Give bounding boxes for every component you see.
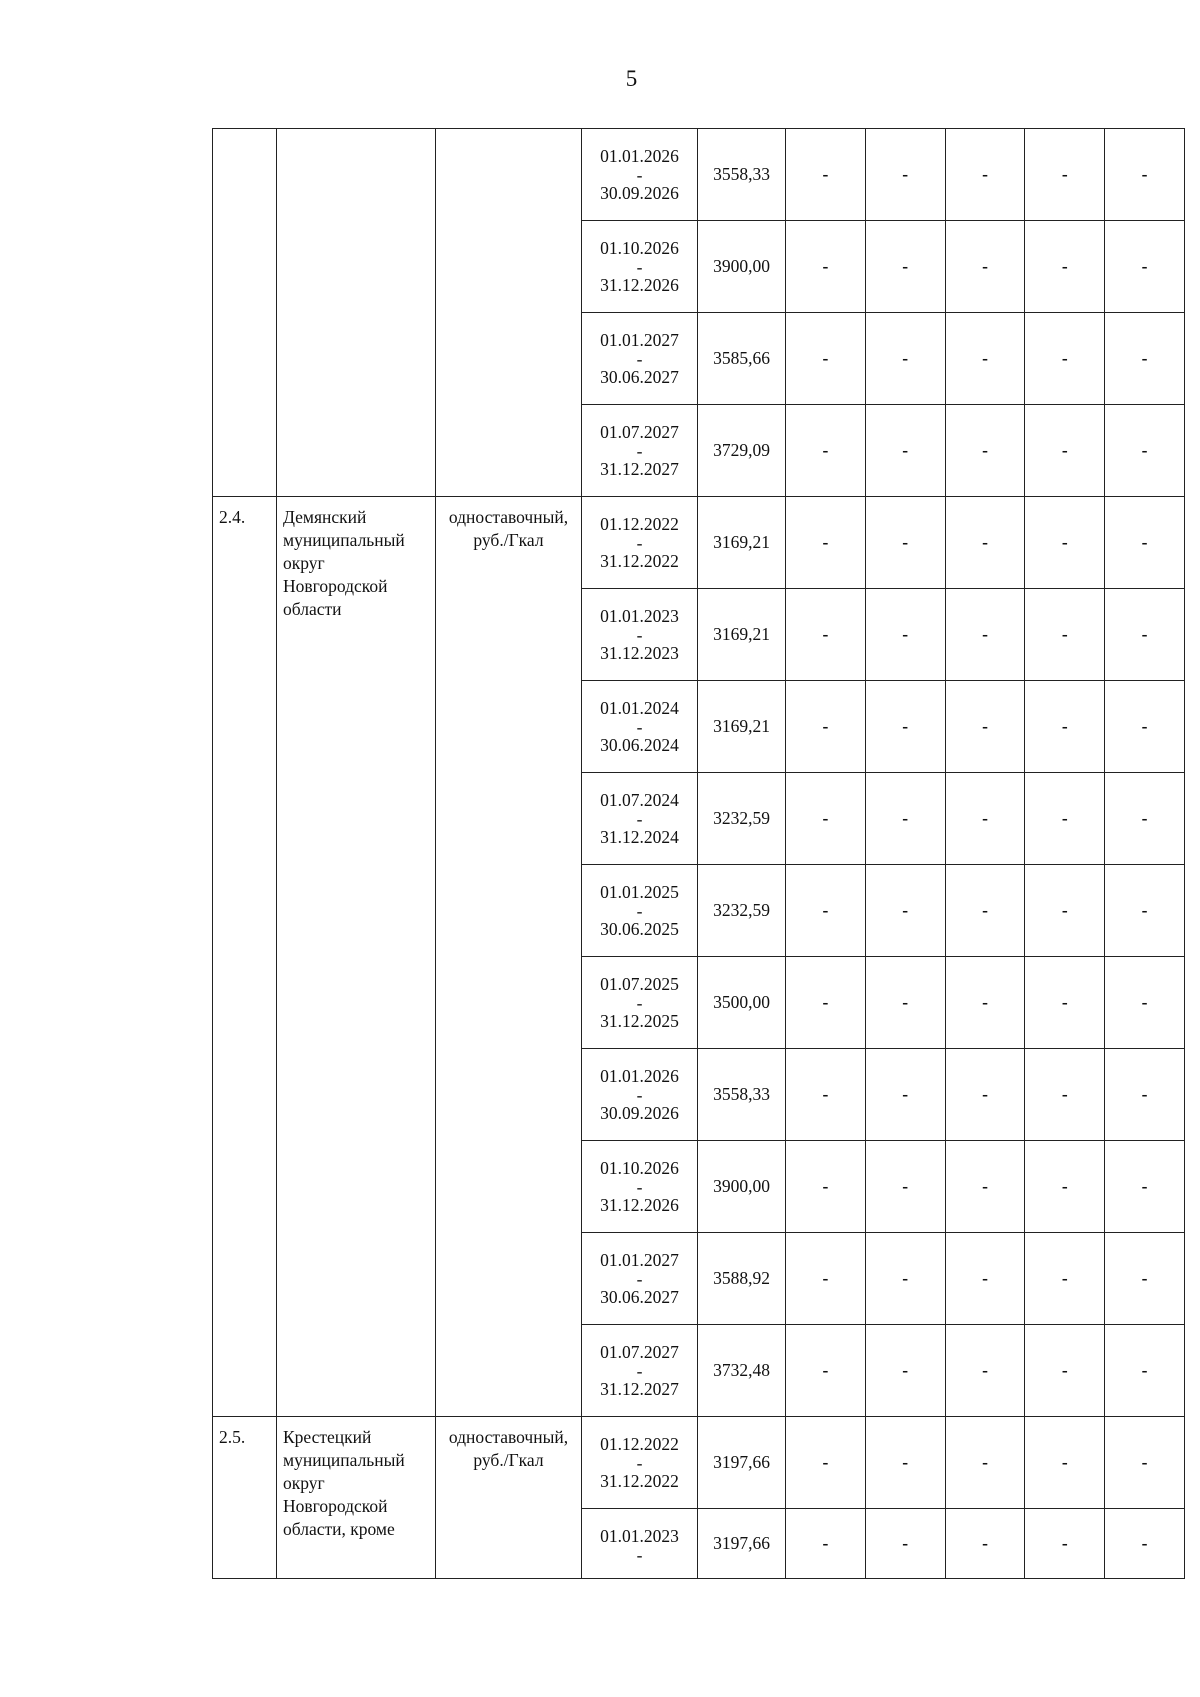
period-start: 01.01.2027 <box>600 1249 679 1270</box>
period-end: 31.12.2027 <box>600 458 679 479</box>
empty-value-cell: - <box>1025 129 1105 221</box>
empty-value-cell: - <box>1025 313 1105 405</box>
empty-value-cell: - <box>1025 1325 1105 1417</box>
period-start: 01.01.2024 <box>600 697 679 718</box>
empty-value-cell: - <box>865 773 945 865</box>
section-number: 2.5. <box>213 1417 277 1579</box>
municipality-name: Крестецкий муниципальный округ Новгородской области, кроме <box>277 1417 436 1579</box>
tariff-value: 3558,33 <box>698 1049 786 1141</box>
empty-value-cell: - <box>1105 957 1185 1049</box>
empty-value-cell: - <box>786 1417 866 1509</box>
tariff-type: одноставочный, руб./Гкал <box>436 1417 582 1579</box>
period-end: 30.09.2026 <box>600 182 679 203</box>
period-cell <box>582 773 698 865</box>
period-cell <box>582 1233 698 1325</box>
period-start: 01.07.2024 <box>600 789 679 810</box>
period-end: 30.06.2027 <box>600 366 679 387</box>
period-cell <box>582 1141 698 1233</box>
empty-value-cell: - <box>865 405 945 497</box>
empty-value-cell: - <box>865 1417 945 1509</box>
empty-value-cell: - <box>1025 773 1105 865</box>
empty-value-cell: - <box>865 957 945 1049</box>
empty-value-cell: - <box>945 957 1025 1049</box>
page-number: 5 <box>625 66 638 91</box>
empty-value-cell: - <box>1105 1049 1185 1141</box>
period-end: 31.12.2022 <box>600 1470 679 1491</box>
period-cell <box>582 313 698 405</box>
period-cell <box>582 1049 698 1141</box>
period-start: 01.10.2026 <box>600 237 679 258</box>
tariff-table-body <box>213 129 1185 1579</box>
tariff-type-cell-empty <box>436 129 582 497</box>
empty-value-cell: - <box>1025 1417 1105 1509</box>
tariff-value: 3232,59 <box>698 773 786 865</box>
empty-value-cell: - <box>786 497 866 589</box>
empty-value-cell: - <box>786 129 866 221</box>
empty-value-cell: - <box>1025 589 1105 681</box>
period-separator: - <box>636 1452 643 1473</box>
empty-value-cell: - <box>786 221 866 313</box>
tariff-value: 3169,21 <box>698 497 786 589</box>
empty-value-cell: - <box>786 773 866 865</box>
period-end: 30.06.2025 <box>600 918 679 939</box>
empty-value-cell: - <box>945 773 1025 865</box>
period-cell <box>582 405 698 497</box>
empty-value-cell: - <box>945 1049 1025 1141</box>
empty-value-cell: - <box>786 1509 866 1579</box>
tariff-value: 3169,21 <box>698 681 786 773</box>
empty-value-cell: - <box>1025 957 1105 1049</box>
tariff-value: 3900,00 <box>698 221 786 313</box>
tariff-value: 3585,66 <box>698 313 786 405</box>
period-cell <box>582 1417 698 1509</box>
empty-value-cell: - <box>865 313 945 405</box>
empty-value-cell: - <box>786 589 866 681</box>
period-cell <box>582 957 698 1049</box>
empty-value-cell: - <box>1105 313 1185 405</box>
period-cell <box>582 865 698 957</box>
empty-value-cell: - <box>865 1141 945 1233</box>
tariff-value: 3900,00 <box>698 1141 786 1233</box>
period-end: 30.06.2027 <box>600 1286 679 1307</box>
municipality-name: Демянский муниципальный округ Новгородской области <box>277 497 436 1417</box>
period-cell <box>582 681 698 773</box>
tariff-value: 3588,92 <box>698 1233 786 1325</box>
period-start: 01.01.2023 <box>600 605 679 626</box>
period-start: 01.10.2026 <box>600 1157 679 1178</box>
empty-value-cell: - <box>786 1325 866 1417</box>
empty-value-cell: - <box>945 1141 1025 1233</box>
empty-value-cell: - <box>865 1325 945 1417</box>
period-cell <box>582 1509 698 1579</box>
empty-value-cell: - <box>786 865 866 957</box>
empty-value-cell: - <box>865 221 945 313</box>
period-start: 01.01.2027 <box>600 329 679 350</box>
period-end: 31.12.2022 <box>600 550 679 571</box>
empty-value-cell: - <box>945 1417 1025 1509</box>
empty-value-cell: - <box>1105 1325 1185 1417</box>
period-cell <box>582 497 698 589</box>
empty-value-cell: - <box>1105 1233 1185 1325</box>
tariff-value: 3169,21 <box>698 589 786 681</box>
empty-value-cell: - <box>945 681 1025 773</box>
empty-value-cell: - <box>786 1049 866 1141</box>
period-separator: - <box>636 1084 643 1105</box>
empty-value-cell: - <box>1105 497 1185 589</box>
empty-value-cell: - <box>945 1233 1025 1325</box>
tariff-value: 3197,66 <box>698 1509 786 1579</box>
empty-value-cell: - <box>1105 129 1185 221</box>
empty-value-cell: - <box>786 313 866 405</box>
empty-value-cell: - <box>865 129 945 221</box>
period-end: 31.12.2024 <box>600 826 679 847</box>
tariff-value: 3732,48 <box>698 1325 786 1417</box>
empty-value-cell: - <box>945 221 1025 313</box>
empty-value-cell: - <box>865 589 945 681</box>
empty-value-cell: - <box>1105 773 1185 865</box>
period-separator: - <box>636 348 643 369</box>
tariff-value: 3500,00 <box>698 957 786 1049</box>
empty-value-cell: - <box>1025 1509 1105 1579</box>
period-separator: - <box>636 532 643 553</box>
period-separator: - <box>636 716 643 737</box>
period-separator: - <box>636 808 643 829</box>
empty-value-cell: - <box>1105 589 1185 681</box>
empty-value-cell: - <box>865 497 945 589</box>
empty-value-cell: - <box>786 957 866 1049</box>
period-end: 30.06.2024 <box>600 734 679 755</box>
tariff-type: одноставочный, руб./Гкал <box>436 497 582 1417</box>
period-cell <box>582 129 698 221</box>
empty-value-cell: - <box>1025 865 1105 957</box>
period-separator: - <box>636 1545 643 1565</box>
empty-value-cell: - <box>1025 497 1105 589</box>
empty-value-cell: - <box>1105 865 1185 957</box>
section-number: 2.4. <box>213 497 277 1417</box>
period-start: 01.01.2025 <box>600 881 679 902</box>
empty-value-cell: - <box>1025 1049 1105 1141</box>
period-separator: - <box>636 900 643 921</box>
period-cell <box>582 221 698 313</box>
name-cell-empty <box>277 129 436 497</box>
empty-value-cell: - <box>945 865 1025 957</box>
empty-value-cell: - <box>1105 681 1185 773</box>
period-cell <box>582 589 698 681</box>
period-start: 01.07.2027 <box>600 1341 679 1362</box>
period-separator: - <box>636 1360 643 1381</box>
empty-value-cell: - <box>1025 1141 1105 1233</box>
period-end: 31.12.2026 <box>600 274 679 295</box>
table-row <box>213 497 1185 589</box>
period-separator: - <box>636 164 643 185</box>
period-separator: - <box>636 624 643 645</box>
empty-value-cell: - <box>1025 405 1105 497</box>
empty-value-cell: - <box>945 405 1025 497</box>
empty-value-cell: - <box>1025 221 1105 313</box>
period-end: 31.12.2023 <box>600 642 679 663</box>
period-end: 31.12.2025 <box>600 1010 679 1031</box>
period-start: 01.07.2027 <box>600 421 679 442</box>
table-row <box>213 1417 1185 1509</box>
period-cell <box>582 1325 698 1417</box>
period-start: 01.01.2026 <box>600 145 679 166</box>
empty-value-cell: - <box>945 589 1025 681</box>
tariff-table <box>212 128 1185 1579</box>
empty-value-cell: - <box>1105 405 1185 497</box>
tariff-value: 3197,66 <box>698 1417 786 1509</box>
period-separator: - <box>636 440 643 461</box>
tariff-value: 3232,59 <box>698 865 786 957</box>
empty-value-cell: - <box>865 1509 945 1579</box>
period-separator: - <box>636 1268 643 1289</box>
period-start: 01.12.2022 <box>600 513 679 534</box>
period-start: 01.01.2026 <box>600 1065 679 1086</box>
empty-value-cell: - <box>1025 1233 1105 1325</box>
number-cell-empty <box>213 129 277 497</box>
empty-value-cell: - <box>865 681 945 773</box>
empty-value-cell: - <box>786 1141 866 1233</box>
period-start: 01.07.2025 <box>600 973 679 994</box>
period-start: 01.12.2022 <box>600 1433 679 1454</box>
empty-value-cell: - <box>945 313 1025 405</box>
period-end: 31.12.2026 <box>600 1194 679 1215</box>
empty-value-cell: - <box>865 1049 945 1141</box>
empty-value-cell: - <box>945 129 1025 221</box>
empty-value-cell: - <box>1105 1417 1185 1509</box>
empty-value-cell: - <box>865 865 945 957</box>
empty-value-cell: - <box>1105 1509 1185 1579</box>
period-separator: - <box>636 256 643 277</box>
tariff-value: 3558,33 <box>698 129 786 221</box>
period-separator: - <box>636 1176 643 1197</box>
empty-value-cell: - <box>786 1233 866 1325</box>
empty-value-cell: - <box>945 497 1025 589</box>
empty-value-cell: - <box>1025 681 1105 773</box>
period-end: 30.09.2026 <box>600 1102 679 1123</box>
empty-value-cell: - <box>786 681 866 773</box>
table-row <box>213 129 1185 221</box>
empty-value-cell: - <box>945 1325 1025 1417</box>
period-end: 31.12.2027 <box>600 1378 679 1399</box>
empty-value-cell: - <box>945 1509 1025 1579</box>
period-separator: - <box>636 992 643 1013</box>
empty-value-cell: - <box>1105 1141 1185 1233</box>
empty-value-cell: - <box>1105 221 1185 313</box>
tariff-value: 3729,09 <box>698 405 786 497</box>
empty-value-cell: - <box>786 405 866 497</box>
period-start: 01.01.2023 <box>600 1526 679 1546</box>
empty-value-cell: - <box>865 1233 945 1325</box>
